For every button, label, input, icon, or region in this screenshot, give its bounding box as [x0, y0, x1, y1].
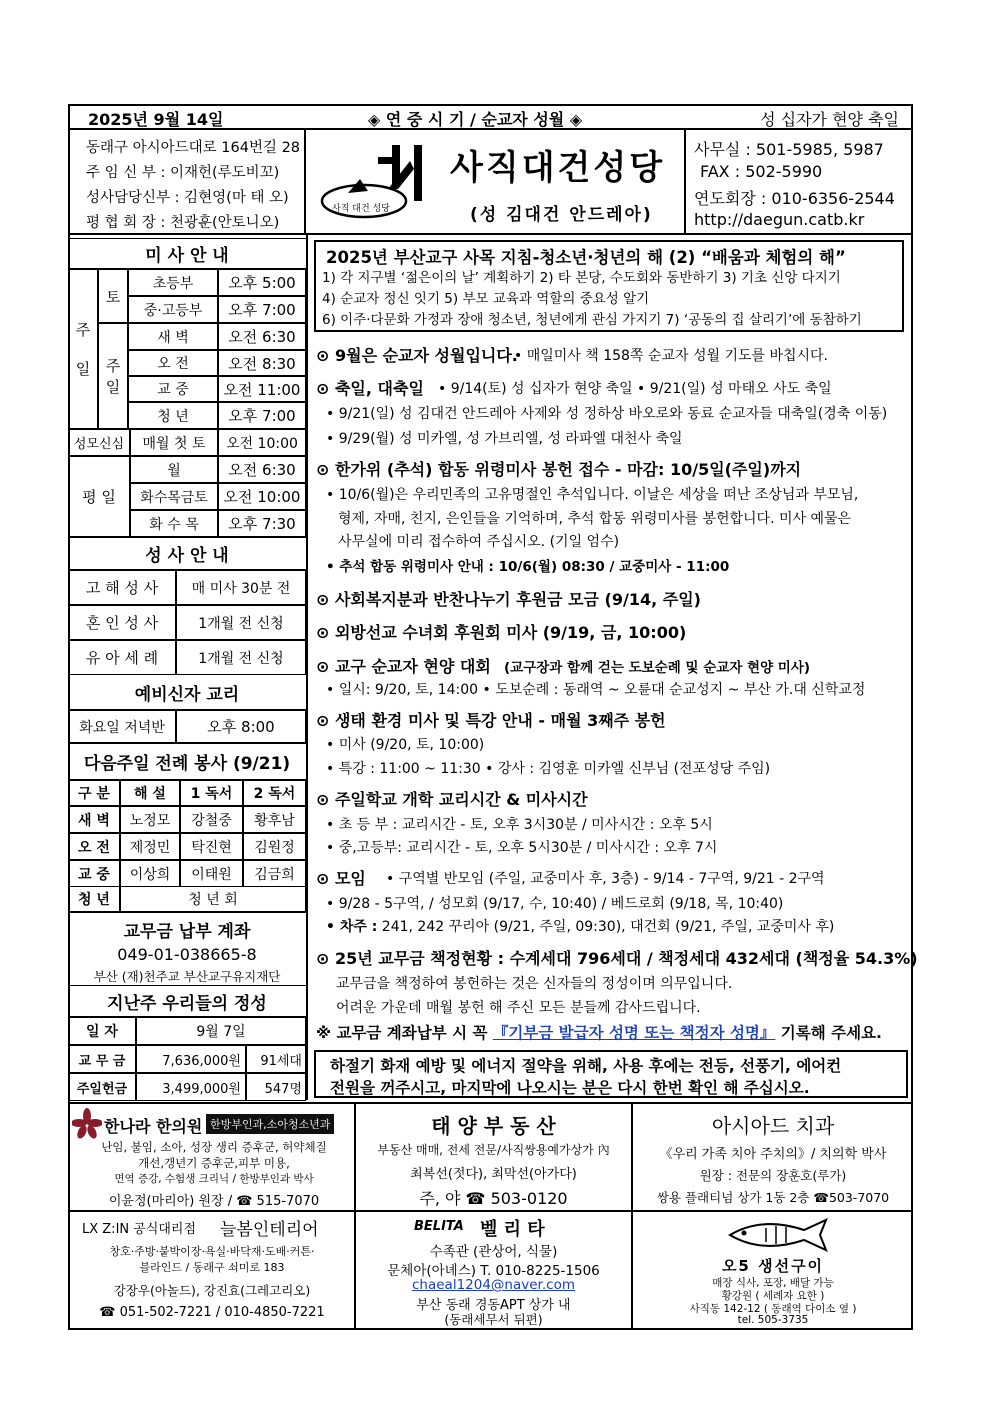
service-cell: 김금희	[243, 860, 306, 887]
ad-dental-line2: 원장 : 전문의 장훈호(루가)	[699, 1168, 847, 1183]
sunday-label: 주 일	[68, 269, 98, 429]
council-president: 평 협 회 장 : 천광훈(안토니오)	[86, 215, 280, 231]
ad-clinic-line4: 이윤정(마리아) 원장 / ☎ 515-7070	[108, 1194, 320, 1209]
service-cell: 오 전	[68, 833, 120, 860]
notice-meeting-line2	[326, 916, 834, 936]
notice-welfare-title: ⊙ 사회복지분과 반찬나누기 후원금 모금 (9/14, 주일)	[316, 590, 701, 609]
notice-feasts-line2: • 9/29(월) 성 미카엘, 성 가브리엘, 성 라파엘 대천사 축일	[326, 431, 683, 447]
ad-dental-name: 아시아드 치과	[711, 1114, 835, 1138]
service-cell: 노정모	[120, 806, 180, 833]
sacrament-value: 1개월 전 신청	[176, 605, 306, 640]
header-bar	[68, 104, 913, 130]
weekday-label: 평 일	[68, 456, 130, 537]
ad-fish-line1: 매장 식사, 포장, 배달 가능	[712, 1277, 834, 1289]
notice-chuseok-line3: 사무실에 미리 접수하여 주십시오. (기일 엄수)	[338, 534, 620, 550]
weekday-mass-name: 화 수 목	[130, 510, 218, 537]
ad-clinic-tag: 한방부인과,소아청소년과	[206, 1114, 334, 1134]
offering-count: 91세대	[246, 1045, 306, 1073]
reminder-prefix: ※ 교무금 계좌납부 시 꼭	[316, 1024, 493, 1042]
offering-date-label: 일 자	[68, 1017, 136, 1045]
parish-address: 동래구 아시아드대로 164번길 28	[86, 140, 301, 156]
notice-martyr-month-text: • 매일미사 책 158쪽 순교자 성월 기도를 바칩시다.	[514, 348, 829, 364]
sacrament-value: 1개월 전 신청	[176, 640, 306, 675]
notice-martyr-rally-sub: (교구장과 함께 걷는 도보순례 및 순교자 현양 미사)	[504, 660, 811, 676]
service-cell: 이상희	[120, 860, 180, 887]
sacrament-guide-title: 성 사 안 내	[68, 537, 306, 570]
mass-time: 오후 7:00	[218, 402, 306, 429]
header-divider	[306, 233, 684, 235]
ads-middle-divider	[68, 1210, 913, 1212]
sunday-sub-label: 주 일	[98, 323, 128, 429]
notice-meeting-text: • 구역별 반모임 (주일, 교중미사 후, 3층) - 9/14 - 7구역, 9/21 - 2구역	[386, 871, 825, 887]
ad-interior-line3: 강장우(아놀드), 강진효(그레고리오)	[113, 1283, 311, 1298]
ad-interior-line2: 블라인드 / 동래구 쇠미로 183	[139, 1261, 285, 1274]
mass-time: 오후 5:00	[218, 269, 306, 296]
summer-notice-line2: 전원을 꺼주시고, 마지막에 나오시는 분은 다시 한번 확인 해 주십시오.	[330, 1079, 810, 1097]
youth-service-label: 청 년	[68, 886, 120, 912]
fax-number: FAX : 502-5990	[700, 162, 823, 181]
offering-name: 주일헌금	[68, 1073, 136, 1101]
summer-notice-line1: 하절기 화재 예방 및 에너지 절약을 위해, 사용 후에는 전등, 선풍기, 에어컨	[330, 1057, 842, 1075]
weekday-mass-name: 월	[130, 456, 218, 483]
patron-saint: (성 김대건 안드레아)	[470, 205, 653, 225]
mass-guide-title: 미 사 안 내	[68, 238, 306, 269]
service-cell: 새 벽	[68, 806, 120, 833]
service-cell: 강철중	[180, 806, 243, 833]
logo-caption: 사직 대건 성당	[332, 204, 390, 214]
offering-count: 547명	[246, 1073, 306, 1101]
weekday-mass-time: 오후 7:30	[218, 510, 306, 537]
catechumen-title: 예비신자 교리	[68, 674, 306, 710]
guideline-item: 4) 순교자 정신 잇기 5) 부모 교육과 역할의 중요성 알기	[322, 291, 650, 307]
mass-time: 오전 6:30	[218, 323, 306, 350]
mass-time: 오후 7:00	[218, 296, 306, 323]
ad-interior-line1: 창호·주방·붙박이장·욕실·바닥재·도배·커튼·	[109, 1245, 315, 1258]
notice-martyr-rally-title: ⊙ 교구 순교자 현양 대회	[316, 657, 491, 676]
service-cell: 김원정	[243, 833, 306, 860]
monthly-devotion-label: 성모신심	[68, 429, 130, 456]
service-header: 1 독서	[180, 780, 243, 806]
notice-tithe-title: ⊙ 25년 교무금 책정현황 : 수계세대 796세대 / 책정세대 432세대 (책정율 54.3%)	[316, 949, 918, 968]
reminder-highlight: 『기부금 발급자 성명 또는 책정자 성명』	[492, 1024, 776, 1042]
guideline-title: 2025년 부산교구 사목 지침-청소년·청년의 해 (2) “배움과 체험의 해”	[326, 248, 846, 267]
ad-interior-brand: LX Z:IN 공식대리점	[82, 1222, 197, 1237]
offering-date-value: 9월 7일	[136, 1017, 306, 1045]
ad-dental-line1: 《우리 가족 치아 주치의》/ 치의학 박사	[659, 1147, 887, 1162]
notice-school-line2: • 중,고등부: 교리시간 - 토, 오후 5시30분 / 미사시간 : 오후 7시	[326, 840, 718, 856]
mass-name: 새 벽	[128, 323, 218, 350]
service-cell: 제정민	[120, 833, 180, 860]
ad-realty-name: 태 양 부 동 산	[431, 1114, 556, 1138]
mass-name: 오 전	[128, 350, 218, 376]
notice-meeting-line1: • 9/28 - 5구역, / 성모회 (9/17, 수, 10:40) / 베드로회 (9/18, 목, 10:40)	[326, 896, 784, 912]
service-cell: 이태원	[180, 860, 243, 887]
notice-chuseok-title: ⊙ 한가위 (추석) 합동 위령미사 봉헌 접수 - 마감: 10/5일(주일)까지	[316, 460, 802, 479]
church-name: 사직대건성당	[450, 148, 666, 188]
notice-mission-title: ⊙ 외방선교 수녀회 후원회 미사 (9/19, 금, 10:00)	[316, 623, 687, 642]
offering-name: 교 무 금	[68, 1045, 136, 1073]
ads-top-divider	[68, 1102, 913, 1104]
service-cell: 황후남	[243, 806, 306, 833]
ad-aquarium-brand: BELITA	[414, 1219, 464, 1234]
ad-aquarium-name: 벨 리 타	[480, 1219, 545, 1240]
weekday-mass-time: 오전 6:30	[218, 456, 306, 483]
ad-fish-name: 오5 생선구이	[721, 1257, 825, 1275]
youth-service-value: 청 년 회	[120, 886, 306, 912]
notice-eco-line2: • 특강 : 11:00 ~ 11:30 • 강사 : 김영훈 미카엘 신부님 (전포성당 주임)	[326, 761, 771, 777]
ad-clinic-name: 한나라 한의원	[104, 1117, 203, 1136]
monthly-devotion-time: 오전 10:00	[218, 429, 306, 456]
offering-title: 지난주 우리들의 정성	[68, 985, 306, 1017]
saturday-label: 토	[98, 269, 128, 323]
feast-day: 성 십자가 현양 축일	[760, 110, 899, 129]
mass-name: 초등부	[128, 269, 218, 296]
service-cell: 탁진현	[180, 833, 243, 860]
sacrament-value: 매 미사 30분 전	[176, 570, 306, 605]
guideline-item: 6) 이주·다문화 가정과 장애 청소년, 청년에게 관심 가지기 7) ‘공동의 집 살리기’에 동참하기	[322, 312, 862, 328]
offering-amount: 7,636,000원	[136, 1045, 246, 1073]
parish-website-link[interactable]: http://daegun.catb.kr	[694, 210, 865, 229]
church-logo	[318, 141, 438, 225]
office-phone: 사무실 : 501-5985, 5987	[694, 140, 884, 159]
account-holder: 부산 (재)천주교 부산교구유지재단	[93, 969, 281, 984]
fish-icon	[722, 1216, 832, 1258]
next-service-title: 다음주일 전례 봉사 (9/21)	[68, 743, 306, 780]
ad-interior-line4: ☎ 051-502-7221 / 010-4850-7221	[99, 1305, 325, 1320]
service-cell: 교 중	[68, 860, 120, 887]
notice-school-line1: • 초 등 부 : 교리시간 - 토, 오후 3시30분 / 미사시간 : 오후 5시	[326, 817, 713, 833]
service-header: 해 설	[120, 780, 180, 806]
account-number: 049-01-038665-8	[117, 945, 257, 964]
mass-name: 중·고등부	[128, 296, 218, 323]
notice-eco-line1: • 미사 (9/20, 토, 10:00)	[326, 737, 485, 753]
ad-aquarium-line1: 수족관 (관상어, 식물)	[429, 1244, 558, 1260]
ad-fish-line2: 황강원 ( 세례자 요한 )	[721, 1290, 825, 1302]
weekday-mass-time: 오전 10:00	[218, 483, 306, 510]
bulletin-date: 2025년 9월 14일	[88, 110, 224, 129]
account-title: 교무금 납부 계좌	[68, 912, 306, 945]
guideline-item: 1) 각 지구별 ‘젊은이의 날’ 계획하기 2) 타 본당, 수도회와 동반하기 3) 기초 신앙 다지기	[322, 270, 841, 286]
catechumen-time: 오후 8:00	[176, 710, 306, 743]
service-header: 구 분	[68, 780, 120, 806]
ad-aquarium-line2: 문체아(아녜스) T. 010-8225-1506	[387, 1263, 600, 1279]
sacrament-name: 고 해 성 사	[68, 570, 176, 605]
pastor-name: 주 임 신 부 : 이재헌(루도비꼬)	[86, 165, 280, 181]
notice-tithe-line2: 어려운 가운데 매월 봉헌 해 주신 모든 분들께 감사드립니다.	[336, 1000, 701, 1016]
ad-clinic-line2: 개선,갱년기 증후군,피부 미용,	[138, 1156, 290, 1170]
notice-martyr-rally-line1: • 일시: 9/20, 토, 14:00 • 도보순례 : 동래역 ~ 오륜대 순교성지 ~ 부산 가.대 신학교정	[326, 682, 866, 698]
catechumen-class: 화요일 저녁반	[68, 710, 176, 743]
mass-time: 오전 8:30	[218, 350, 306, 376]
sacrament-name: 혼 인 성 사	[68, 605, 176, 640]
ad-aquarium-line4: 부산 동래 경동APT 상가 내	[416, 1298, 571, 1313]
reminder-suffix: 기록해 주세요.	[775, 1024, 882, 1042]
notice-meeting-next-label: • 차주 :	[326, 919, 378, 935]
notice-meeting-title: ⊙ 모임	[316, 869, 366, 888]
notice-feasts-text: • 9/14(토) 성 십자가 현양 축일 • 9/21(일) 성 마태오 사도 축일	[438, 381, 832, 397]
notice-eco-title: ⊙ 생태 환경 미사 및 특강 안내 - 매월 3째주 봉헌	[316, 711, 666, 730]
ad-realty-line2: 최복선(젓다), 최막선(아가다)	[410, 1167, 577, 1182]
notice-feasts-line1: • 9/21(일) 성 김대건 안드레아 사제와 성 정하상 바오로와 동료 순교자들 대축일(경축 이동)	[326, 406, 888, 422]
mass-name: 교 중	[128, 376, 218, 402]
mass-time: 오전 11:00	[218, 376, 306, 402]
ad-realty-line1: 부동산 매매, 전세 전문/사직쌍용예가상가 內	[377, 1143, 610, 1157]
notice-meeting-next-text: 241, 242 꾸리아 (9/21, 주일, 09:30), 대건회 (9/21, 주일, 교중미사 후)	[377, 919, 835, 935]
service-header: 2 독서	[243, 780, 306, 806]
notice-tithe-line1: 교무금을 책정하여 봉헌하는 것은 신자들의 정성이며 의무입니다.	[336, 976, 733, 992]
weekday-mass-name: 화수목금토	[130, 483, 218, 510]
ad-realty-line3: 주, 야 ☎ 503-0120	[419, 1189, 568, 1208]
ad-clinic-line3: 면역 증강, 수험생 크리닉 / 한방부인과 박사	[114, 1173, 314, 1185]
assistant-priest: 성사담당신부 : 김현영(마 태 오)	[86, 190, 289, 206]
notice-martyr-month-title: ⊙ 9월은 순교자 성월입니다.	[316, 346, 518, 365]
mass-name: 청 년	[128, 402, 218, 429]
left-column-divider	[306, 235, 308, 1100]
ad-dental-line3: 쌍용 플래티넘 상가 1동 2층 ☎503-7070	[656, 1190, 890, 1205]
notice-chuseok-line2: 형제, 자매, 친지, 은인들을 기억하며, 추석 합동 위령미사를 봉헌합니다. 미사 예물은	[338, 511, 852, 527]
ad-aquarium-line5: (동래세무서 뒤편)	[444, 1312, 543, 1327]
notice-chuseok-line1: • 10/6(월)은 우리민족의 고유명절인 추석입니다. 이날은 세상을 떠난 조상님과 부모님,	[326, 487, 859, 503]
monthly-devotion-day: 매월 첫 토	[130, 429, 218, 456]
guideline-list	[322, 268, 862, 331]
ad-interior-name: 늘봄인테리어	[220, 1220, 319, 1240]
notice-school-title: ⊙ 주일학교 개학 교리시간 & 미사시간	[316, 790, 588, 809]
ad-aquarium-email-link[interactable]: chaeal1204@naver.com	[412, 1277, 575, 1293]
notice-feasts-title: ⊙ 축일, 대축일	[316, 379, 424, 398]
ad-fish-line3: 사직동 142-12 ( 동래역 다이소 옆 )	[689, 1303, 857, 1315]
association-phone: 연도회장 : 010-6356-2544	[694, 189, 895, 208]
notice-chuseok-line4: • 추석 합동 위령미사 안내 : 10/6(월) 08:30 / 교중미사 - 11:00	[326, 559, 730, 575]
offering-amount: 3,499,000원	[136, 1073, 246, 1101]
sacrament-name: 유 아 세 례	[68, 640, 176, 675]
ad-fish-line4: tel. 505-3735	[737, 1314, 809, 1326]
ad-clinic-line1: 난임, 불임, 소아, 성장 생리 증후군, 허약체질	[101, 1140, 327, 1154]
liturgical-season: ◈ 연 중 시 기 / 순교자 성월 ◈	[368, 110, 583, 129]
notice-account-reminder	[316, 1021, 882, 1043]
